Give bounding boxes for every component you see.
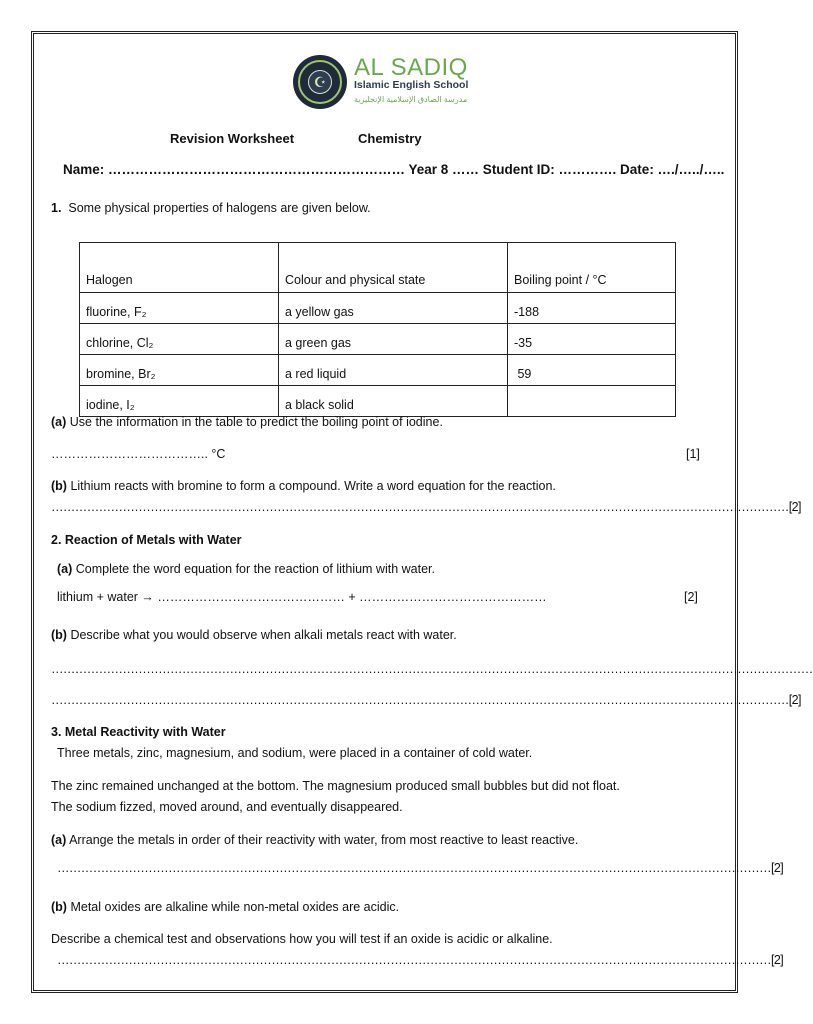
table-cell-halogen: bromine, Br₂ <box>80 355 279 386</box>
table-header-boiling-point: Boiling point / °C <box>508 243 676 293</box>
q3a-label: (a) <box>51 833 67 847</box>
q1a-question <box>51 415 443 429</box>
q2a-question <box>57 562 435 576</box>
q2a-equation[interactable]: lithium + water → ……………………………………… + ……………………………………… <box>57 590 547 604</box>
table-cell-bp: -35 <box>508 324 676 355</box>
table-header-halogen: Halogen <box>80 243 279 293</box>
student-info-line[interactable]: Name: ………………………………………………………… Year 8 …… Student ID: …………. Date: …./…../….. <box>63 162 725 177</box>
q2-title: 2. Reaction of Metals with Water <box>51 533 242 547</box>
q2b-question <box>51 628 457 642</box>
q1a-text: Use the information in the table to predict the boiling point of iodine. <box>69 415 443 429</box>
table-cell-halogen: fluorine, F₂ <box>80 293 279 324</box>
q1-intro <box>51 201 371 215</box>
q1-intro-text: Some physical properties of halogens are given below. <box>68 201 371 215</box>
table-cell-bp: 59 <box>508 355 676 386</box>
table-cell-halogen: chlorine, Cl₂ <box>80 324 279 355</box>
q1-number: 1. <box>51 201 62 215</box>
table-cell-state: a green gas <box>279 324 508 355</box>
q1b-question <box>51 479 556 493</box>
q3b-text: Metal oxides are alkaline while non-metal oxides are acidic. <box>70 900 400 914</box>
q3-paragraph-2: The sodium fizzed, moved around, and eventually disappeared. <box>51 800 403 814</box>
q1a-answer-line[interactable]: ……………………………….. °C <box>51 447 226 461</box>
table-cell-bp-blank[interactable] <box>508 386 676 417</box>
q1b-answer-line[interactable]: ……………………………………………………………………………………………………………………………………………………………………[2] <box>51 500 801 514</box>
q3a-question <box>51 833 578 847</box>
q3-intro: Three metals, zinc, magnesium, and sodium, were placed in a container of cold water. <box>57 746 533 760</box>
q2b-answer-line-2[interactable]: ……………………………………………………………………………………………………………………………………………………………………[2] <box>51 693 801 707</box>
q2b-label: (b) <box>51 628 67 642</box>
table-cell-state: a black solid <box>279 386 508 417</box>
table-cell-bp: -188 <box>508 293 676 324</box>
q2a-marks: [2] <box>684 590 698 604</box>
q3b-label: (b) <box>51 900 67 914</box>
worksheet-title: Revision Worksheet <box>170 131 295 146</box>
table-header-row <box>80 243 676 293</box>
q2a-label: (a) <box>57 562 73 576</box>
school-name: AL SADIQ <box>354 54 468 81</box>
table-header-state: Colour and physical state <box>279 243 508 293</box>
table-cell-state: a yellow gas <box>279 293 508 324</box>
q3a-answer-line[interactable]: ………………………………………………………………………………………………………………………………………………………………[2] <box>57 861 784 875</box>
q3a-text: Arrange the metals in order of their reactivity with water, from most reactive to least reactive. <box>69 833 579 847</box>
halogen-table <box>79 242 676 417</box>
table-row <box>80 293 676 324</box>
q3-title: 3. Metal Reactivity with Water <box>51 725 226 739</box>
table-row <box>80 355 676 386</box>
q3b-question <box>51 900 399 914</box>
q2b-text: Describe what you would observe when alkali metals react with water. <box>70 628 457 642</box>
q3-paragraph-1: The zinc remained unchanged at the bottom. The magnesium produced small bubbles but did not float. <box>51 779 620 793</box>
table-cell-state: a red liquid <box>279 355 508 386</box>
q1b-label: (b) <box>51 479 67 493</box>
table-row <box>80 324 676 355</box>
q1a-marks: [1] <box>686 447 700 461</box>
school-subtitle: Islamic English School <box>354 79 469 91</box>
table-cell-halogen: iodine, I₂ <box>80 386 279 417</box>
q3b-prompt: Describe a chemical test and observations how you will test if an oxide is acidic or alkaline. <box>51 932 553 946</box>
q2a-text: Complete the word equation for the reaction of lithium with water. <box>75 562 435 576</box>
q2b-answer-line-1[interactable]: ………………………………………………………………………………………………………………………………………………………………………… <box>51 662 813 676</box>
q3b-answer-line[interactable]: ………………………………………………………………………………………………………………………………………………………………[2] <box>57 953 784 967</box>
q1a-label: (a) <box>51 415 67 429</box>
subject-title: Chemistry <box>358 131 422 146</box>
table-row <box>80 386 676 417</box>
q1b-text: Lithium reacts with bromine to form a compound. Write a word equation for the reaction. <box>70 479 556 493</box>
school-arabic-name: مدرسة الصادق الإسلامية الإنجليزية <box>354 95 468 104</box>
